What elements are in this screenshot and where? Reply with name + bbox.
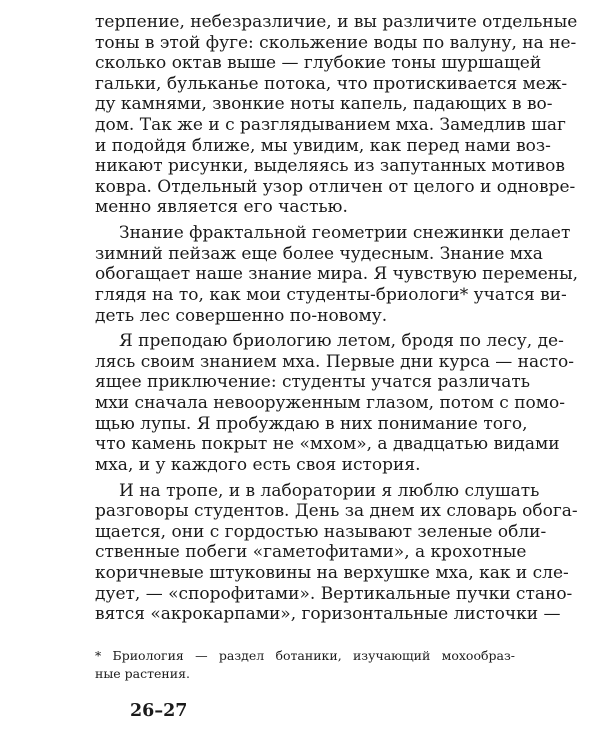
text-line: И на тропе, и в лаборатории я люблю слушать [119,480,540,501]
footnote-line: ные растения. [95,666,190,681]
text-line: щается, они с гордостью называют зеленые обли- [95,521,547,542]
text-line: ду камнями, звонкие ноты капель, падающих в во- [95,94,553,115]
text-line: зимний пейзаж еще более чудесным. Знание мха [95,243,543,264]
text-line: никают рисунки, выделяясь из запутанных мотивов [95,156,565,177]
paragraph-1 [95,12,578,218]
text-line: дом. Так же и с разглядыванием мха. Замедлив шаг [95,114,566,135]
text-line: сколько октав выше — глубокие тоны шуршащей [95,53,542,74]
text-line: ковра. Отдельный узор отличен от целого и одновре- [95,176,576,197]
text-line: щью лупы. Я пробуждаю в них понимание того, [95,413,528,434]
text-line: Знание фрактальной геометрии снежинки делает [119,223,571,244]
text-line: тоны в этой фуге: скольжение воды по валуну, на не- [95,32,577,53]
paragraph-2 [95,223,579,326]
text-line: дует, — «спорофитами». Вертикальные пучки стано- [95,583,573,604]
footnote [95,647,515,683]
text-line: деть лес совершенно по-новому. [95,305,388,326]
text-line: лясь своим знанием мха. Первые дни курса — насто- [95,351,575,372]
text-line: коричневые штуковины на верхушке мха, как и сле- [95,563,569,583]
paragraph-4 [95,480,578,625]
text-line: что камень покрыт не «мхом», а двадцатью видами [95,434,560,455]
footnote-line: * Бриология — раздел ботаники, изучающий мохообраз- [95,648,515,663]
text-line: мхи сначала невооруженным глазом, потом с помо- [95,393,565,414]
main-text [95,12,579,625]
text-line: глядя на то, как мои студенты-бриологи* учатся ви- [95,284,567,305]
text-line: ящее приключение: студенты учатся различать [95,372,530,393]
text-line: гальки, бульканье потока, что протискивается меж- [95,73,568,94]
text-line: вятся «акрокарпами», горизонтальные листочки — [95,604,561,625]
text-line: терпение, небезразличие, и вы различите отдельные [95,12,578,32]
text-line: обогащает наше знание мира. Я чувствую перемены, [95,264,579,285]
text-line: менно является его частью. [95,197,348,218]
text-line: мха, и у каждого есть своя история. [95,454,421,475]
text-line: разговоры студентов. День за днем их словарь обога- [95,501,578,522]
paragraph-3 [95,331,575,475]
text-line: Я преподаю бриологию летом, бродя по лесу, де- [119,331,564,352]
text-line: ственные побеги «гаметофитами», а крохотные [95,542,527,563]
text-line: и подойдя ближе, мы увидим, как перед нами воз- [95,135,551,156]
page-number: 26–27 [130,701,188,721]
